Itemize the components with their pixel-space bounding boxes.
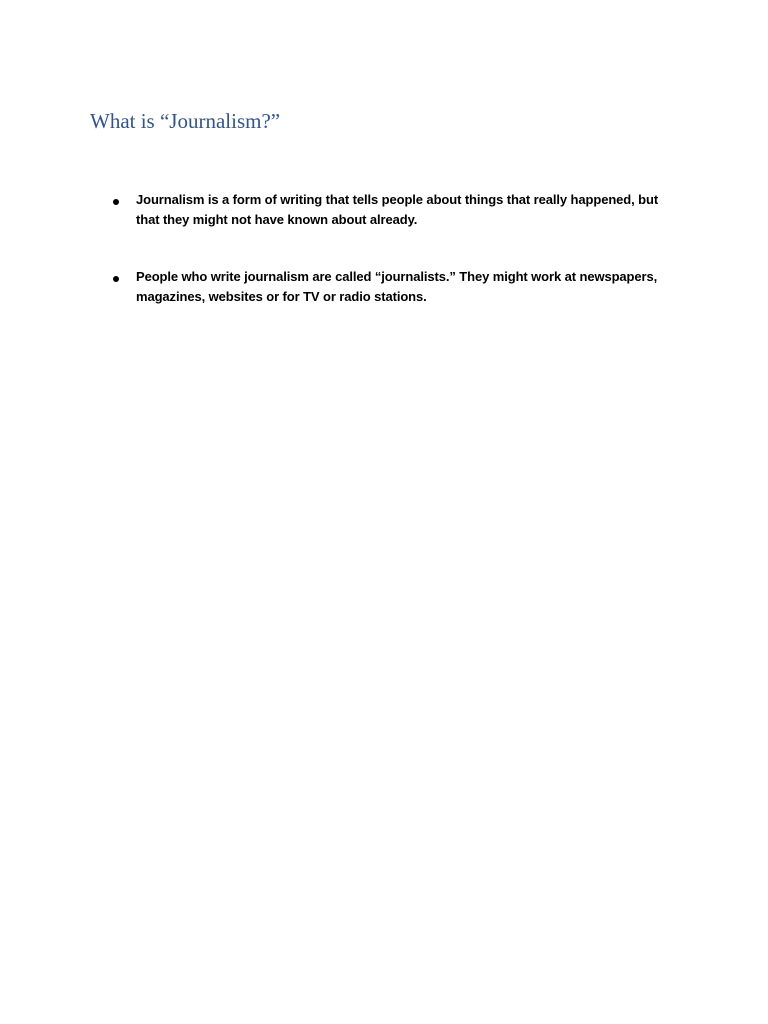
list-item xyxy=(110,190,680,230)
list-item xyxy=(110,267,680,307)
bullet-dot-icon xyxy=(113,276,119,282)
page-title: What is “Journalism?” xyxy=(90,109,281,133)
bullet-dot-icon xyxy=(113,199,119,205)
list-item-text: Journalism is a form of writing that tells people about things that really happened, but that they might not have known about already. xyxy=(136,192,659,227)
list-item-text: People who write journalism are called “journalists.” They might work at newspapers, magazines, websites or for TV or radio stations. xyxy=(136,269,658,304)
